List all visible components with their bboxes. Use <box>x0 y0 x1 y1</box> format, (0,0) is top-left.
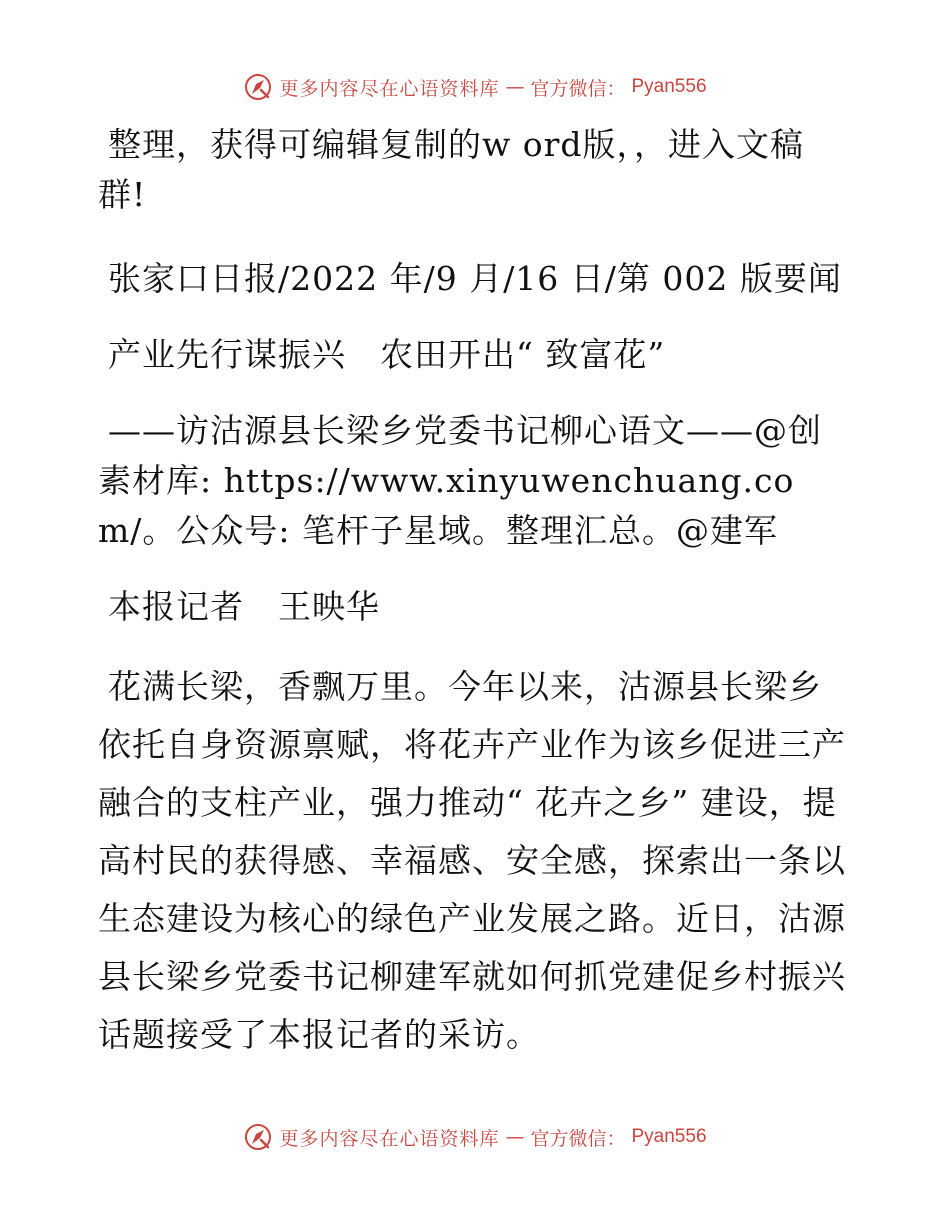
byline: 本报记者 王映华 <box>108 587 380 626</box>
watermark-site-name: 更多内容尽在心语资料库 <box>279 1127 500 1150</box>
watermark-separator: — <box>505 1126 525 1148</box>
headline: 产业先行谋振兴 农田开出“ 致富花” <box>108 335 666 374</box>
body-paragraph: 花满长梁，香飘万里。今年以来，沽源县长梁乡依托自身资源禀赋，将花卉产业作为该乡促进三产融合的支柱产业，强力推动“ 花卉之乡” 建设，提高村民的获得感、幸福感、安全感，探索出一条以生态建设为核心的绿色产业发展之路。近日，沽源县长梁乡党委书记柳建军就如何抓党建促乡村振兴话题接受了本报记者的采访。 <box>98 667 846 1054</box>
header-watermark <box>0 72 950 102</box>
watermark-wechat-id: Pyan556 <box>631 76 707 97</box>
footer-watermark <box>0 1122 950 1152</box>
subheadline: ——访沽源县长梁乡党委书记柳心语文——@创素材库: https://www.xinyuwenchuang.com/。公众号: 笔杆子星域。整理汇总。@建军 <box>98 411 822 550</box>
pen-cursor-logo-icon <box>243 1122 273 1152</box>
watermark-site-name: 更多内容尽在心语资料库 <box>279 77 500 100</box>
watermark-official-label: 官方微信： <box>530 77 626 100</box>
pen-cursor-logo-icon <box>243 72 273 102</box>
dateline: 张家口日报/2022 年/9 月/16 日/第 002 版要闻 <box>108 259 842 298</box>
watermark-wechat-id: Pyan556 <box>631 1126 707 1147</box>
watermark-separator: — <box>505 76 525 98</box>
document-body <box>98 120 850 1064</box>
intro-paragraph: 整理，获得可编辑复制的w ord版，，进入文稿群! <box>98 125 805 214</box>
watermark-official-label: 官方微信： <box>530 1127 626 1150</box>
